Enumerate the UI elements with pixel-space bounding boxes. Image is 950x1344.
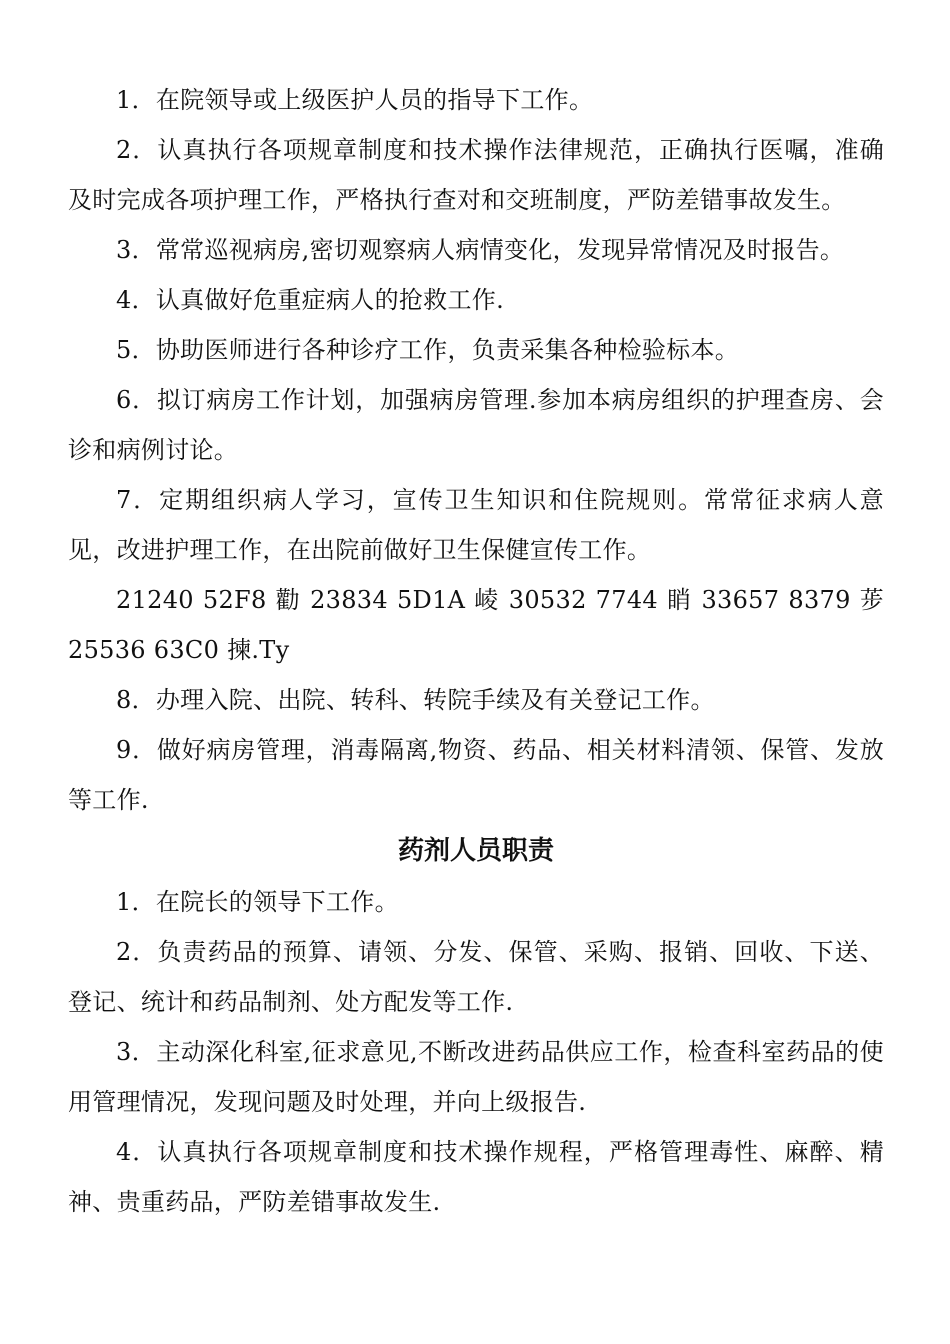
duty-item-8: 8．办理入院、出院、转科、转院手续及有关登记工作。 (116, 686, 715, 714)
document-page (68, 75, 884, 1227)
duty-item-5: 5．协助医师进行各种诊疗工作，负责采集各种检验标本。 (116, 336, 740, 364)
pharmacy-item-3: 3．主动深化科室,征求意见,不断改进药品供应工作，检查科室药品的使用管理情况，发现问题及时处理，并向上级报告. (68, 1038, 884, 1116)
duty-item-3: 3．常常巡视病房,密切观察病人病情变化，发现异常情况及时报告。 (116, 236, 845, 264)
duty-item-9: 9．做好病房管理，消毒隔离,物资、药品、相关材料清领、保管、发放等工作. (68, 736, 884, 814)
section-title-pharmacy: 药剂人员职责 (397, 836, 554, 866)
pharmacy-item-4: 4．认真执行各项规章制度和技术操作规程，严格管理毒性、麻醉、精神、贵重药品，严防差错事故发生. (68, 1138, 884, 1216)
pharmacy-item-1: 1．在院长的领导下工作。 (116, 888, 399, 916)
duty-item-2: 2．认真执行各项规章制度和技术操作法律规范，正确执行医嘱，准确及时完成各项护理工作，严格执行查对和交班制度，严防差错事故发生。 (68, 136, 884, 214)
duty-item-7: 7．定期组织病人学习，宣传卫生知识和住院规则。常常征求病人意见，改进护理工作，在出院前做好卫生保健宣传工作。 (68, 486, 884, 564)
code-line: 21240 52F8 勸 23834 5D1A 崚 30532 7744 睄 33657 8379 荹 25536 63C0 揀.Ty (68, 586, 884, 664)
duty-item-6: 6．拟订病房工作计划，加强病房管理.参加本病房组织的护理查房、会诊和病例讨论。 (68, 386, 884, 464)
duty-item-4: 4．认真做好危重症病人的抢救工作. (116, 286, 504, 314)
pharmacy-item-2: 2．负责药品的预算、请领、分发、保管、采购、报销、回收、下送、登记、统计和药品制剂、处方配发等工作. (68, 938, 884, 1016)
nursing-duties-section (68, 75, 884, 825)
duty-item-1: 1．在院领导或上级医护人员的指导下工作。 (116, 86, 594, 114)
pharmacy-duties-section (68, 877, 884, 1227)
